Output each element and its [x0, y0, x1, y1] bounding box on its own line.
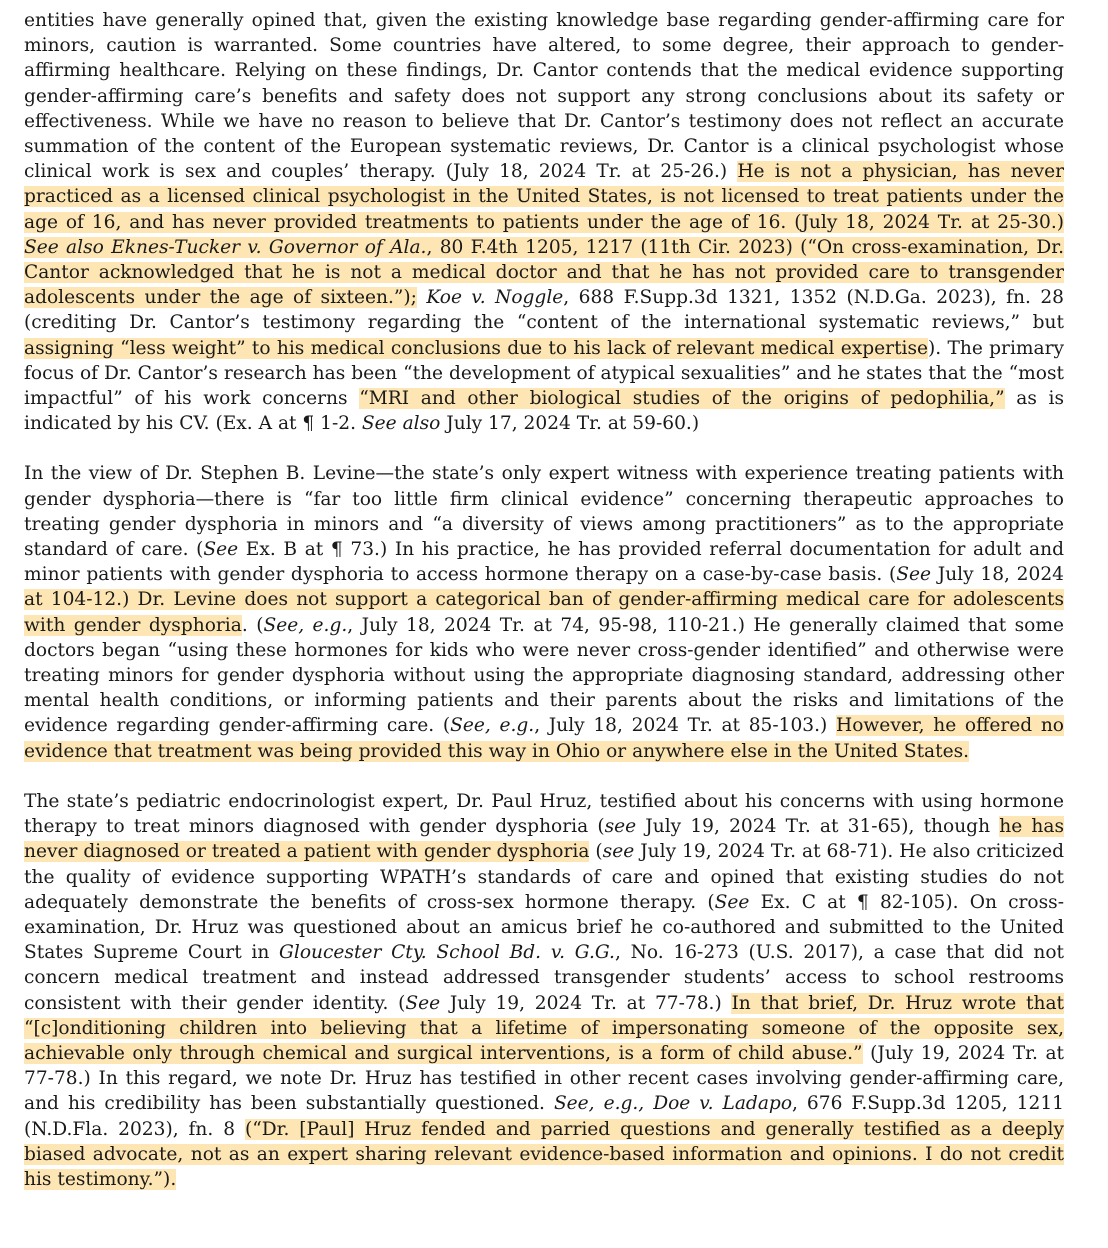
highlighted-text: he has never diagnosed or treated a patient with gender dysphoria [24, 816, 1064, 863]
body-text [417, 287, 426, 308]
citation-text: see [604, 816, 637, 838]
body-text: July 19, 2024 Tr. at 31-65), though [636, 816, 1000, 838]
citation-text: See, e.g., Doe v. Ladapo [553, 1093, 793, 1115]
body-text: July 18, 2024 [931, 564, 1064, 586]
highlighted-text: “MRI and other biological studies of the origins of pedophilia,” [359, 388, 1005, 410]
citation-text: See [203, 539, 239, 561]
highlighted-text: , 80 F.4th 1205, 1217 (11th Cir. 2023) (“On cross-examination, Dr. Cantor acknowledged that he is not a medical doctor and that he has not provided care to transgender adolescents under the age of sixteen.”); [24, 236, 1064, 309]
citation-text: Gloucester Cty. School Bd. v. G.G. [279, 942, 615, 964]
highlighted-text: In that brief, Dr. Hruz wrote that “[c]onditioning children into believing that a lifetime of impersonating someone of the opposite sex, achievable only through chemical and surgical interventions, is a form of child abuse.” [24, 992, 1064, 1064]
citation-text: Koe v. Noggle [426, 287, 564, 309]
document-page [24, 8, 1064, 1217]
paragraph-hruz [24, 789, 1064, 1192]
citation-text: See [896, 564, 932, 586]
body-text: July 19, 2024 Tr. at 77-78.) [440, 992, 732, 1014]
citation-text: see [602, 841, 635, 863]
body-text: ( [589, 841, 603, 863]
body-text: . ( [241, 614, 264, 636]
citation-text: See, e.g. [263, 614, 348, 636]
body-text: , No. 16-273 (U.S. 2017), a case that did not concern medical treatment and instead addressed transgender students’ access to school restrooms consistent with their gender identity. ( [24, 942, 1065, 1014]
body-text: In the view of Dr. Stephen B. Levine—the state’s only expert witness with experience treating patients with gender dysphoria—there is “far too little firm clinical evidence” concerning therapeutic approaches to treating gender dysphoria in minors and “a diversity of views among practitioners” as to the appropriate standard of care. ( [24, 463, 1064, 561]
body-text: ). The primary focus of Dr. Cantor’s research has been “the development of atypical sexualities” and he states that the “most impactful” of his work concerns [24, 337, 1064, 410]
body-text: Ex. B at ¶ 73.) In his practice, he has provided referral documentation for adult and minor patients with gender dysphoria to access hormone therapy on a case-by-case basis. ( [24, 539, 1064, 586]
body-text: , July 18, 2024 Tr. at 85-103.) [534, 715, 836, 737]
body-text: The state’s pediatric endocrinologist expert, Dr. Paul Hruz, testified about his concerns with using hormone therapy to treat minors diagnosed with gender dysphoria ( [24, 790, 1064, 838]
highlighted-text: He is not a physician, has never practiced as a licensed clinical psychologist in the United States, is not licensed to treat patients under the age of 16, and has never provided treatments to patients under the age of 16. (July 18, 2024 Tr. at 25-30.) [24, 161, 1064, 233]
body-text: (July 19, 2024 Tr. at 77-78.) In this regard, we note Dr. Hruz has testified in other recent cases involving gender-affirming care, and his credibility has been substantially questioned. [24, 1042, 1065, 1115]
highlighted-text: assigning “less weight” to his medical conclusions due to his lack of relevant medical expertise [24, 337, 929, 359]
body-text: , July 18, 2024 Tr. at 74, 95-98, 110-21.) He generally claimed that some doctors began “using these hormones for kids who were never cross-gender identified” and otherwise were treating minors for gender dysphoria without using the appropriate diagnosing standard, addressing other mental health conditions, or informing patients and their parents about the risks and limitations of the evidence regarding gender-affirming care. ( [24, 614, 1065, 737]
body-text: , 676 F.Supp.3d 1205, 1211 (N.D.Fla. 2023), fn. 8 [24, 1093, 1064, 1140]
citation-text: See [405, 992, 441, 1014]
body-text: as is indicated by his CV. (Ex. A at ¶ 1-2. [24, 388, 1064, 435]
citation-text: See, e.g. [450, 715, 535, 737]
highlighted-text: at 104-12.) Dr. Levine does not support a categorical ban of gender-affirming medical care for adolescents with gender dysphoria [24, 589, 1064, 636]
highlighted-text: See also Eknes-Tucker v. Governor of Ala. [24, 236, 427, 258]
body-text: July 17, 2024 Tr. at 59-60.) [440, 413, 700, 435]
highlighted-text: (“Dr. [Paul] Hruz fended and parried questions and generally testified as a deeply biased advocate, not as an expert sharing relevant evidence-based information and opinions. I do not credit his testimony.”). [24, 1118, 1064, 1190]
paragraph-levine [24, 461, 1064, 763]
paragraph-cantor [24, 8, 1064, 436]
body-text: entities have generally opined that, given the existing knowledge base regarding gender-affirming care for minors, caution is warranted. Some countries have altered, to some degree, their approach to gender-affirming healthcare. Relying on these findings, Dr. Cantor contends that the medical evidence supporting gender-affirming care’s benefits and safety does not support any strong conclusions about its safety or effectiveness. While we have no reason to believe that Dr. Cantor’s testimony does not reflect an accurate summation of the content of the European systematic reviews, Dr. Cantor is a clinical psychologist whose clinical work is sex and couples’ therapy. (July 18, 2024 Tr. at 25-26.) [24, 10, 1064, 183]
citation-text: See [714, 891, 750, 913]
highlighted-text: However, he offered no evidence that treatment was being provided this way in Ohio or anywhere else in the United States. [24, 715, 1064, 762]
body-text: Ex. C at ¶ 82-105). On cross-examination, Dr. Hruz was questioned about an amicus brief he co-authored and submitted to the United States Supreme Court in [24, 891, 1064, 964]
citation-text: See also [361, 413, 441, 435]
body-text: , 688 F.Supp.3d 1321, 1352 (N.D.Ga. 2023), fn. 28 (crediting Dr. Cantor’s testimony regarding the “content of the international systematic reviews,” but [24, 287, 1064, 334]
body-text: July 19, 2024 Tr. at 68-71). He also criticized the quality of evidence supporting WPATH’s standards of care and opined that existing studies do not adequately demonstrate the benefits of cross-sex hormone therapy. ( [24, 841, 1064, 913]
